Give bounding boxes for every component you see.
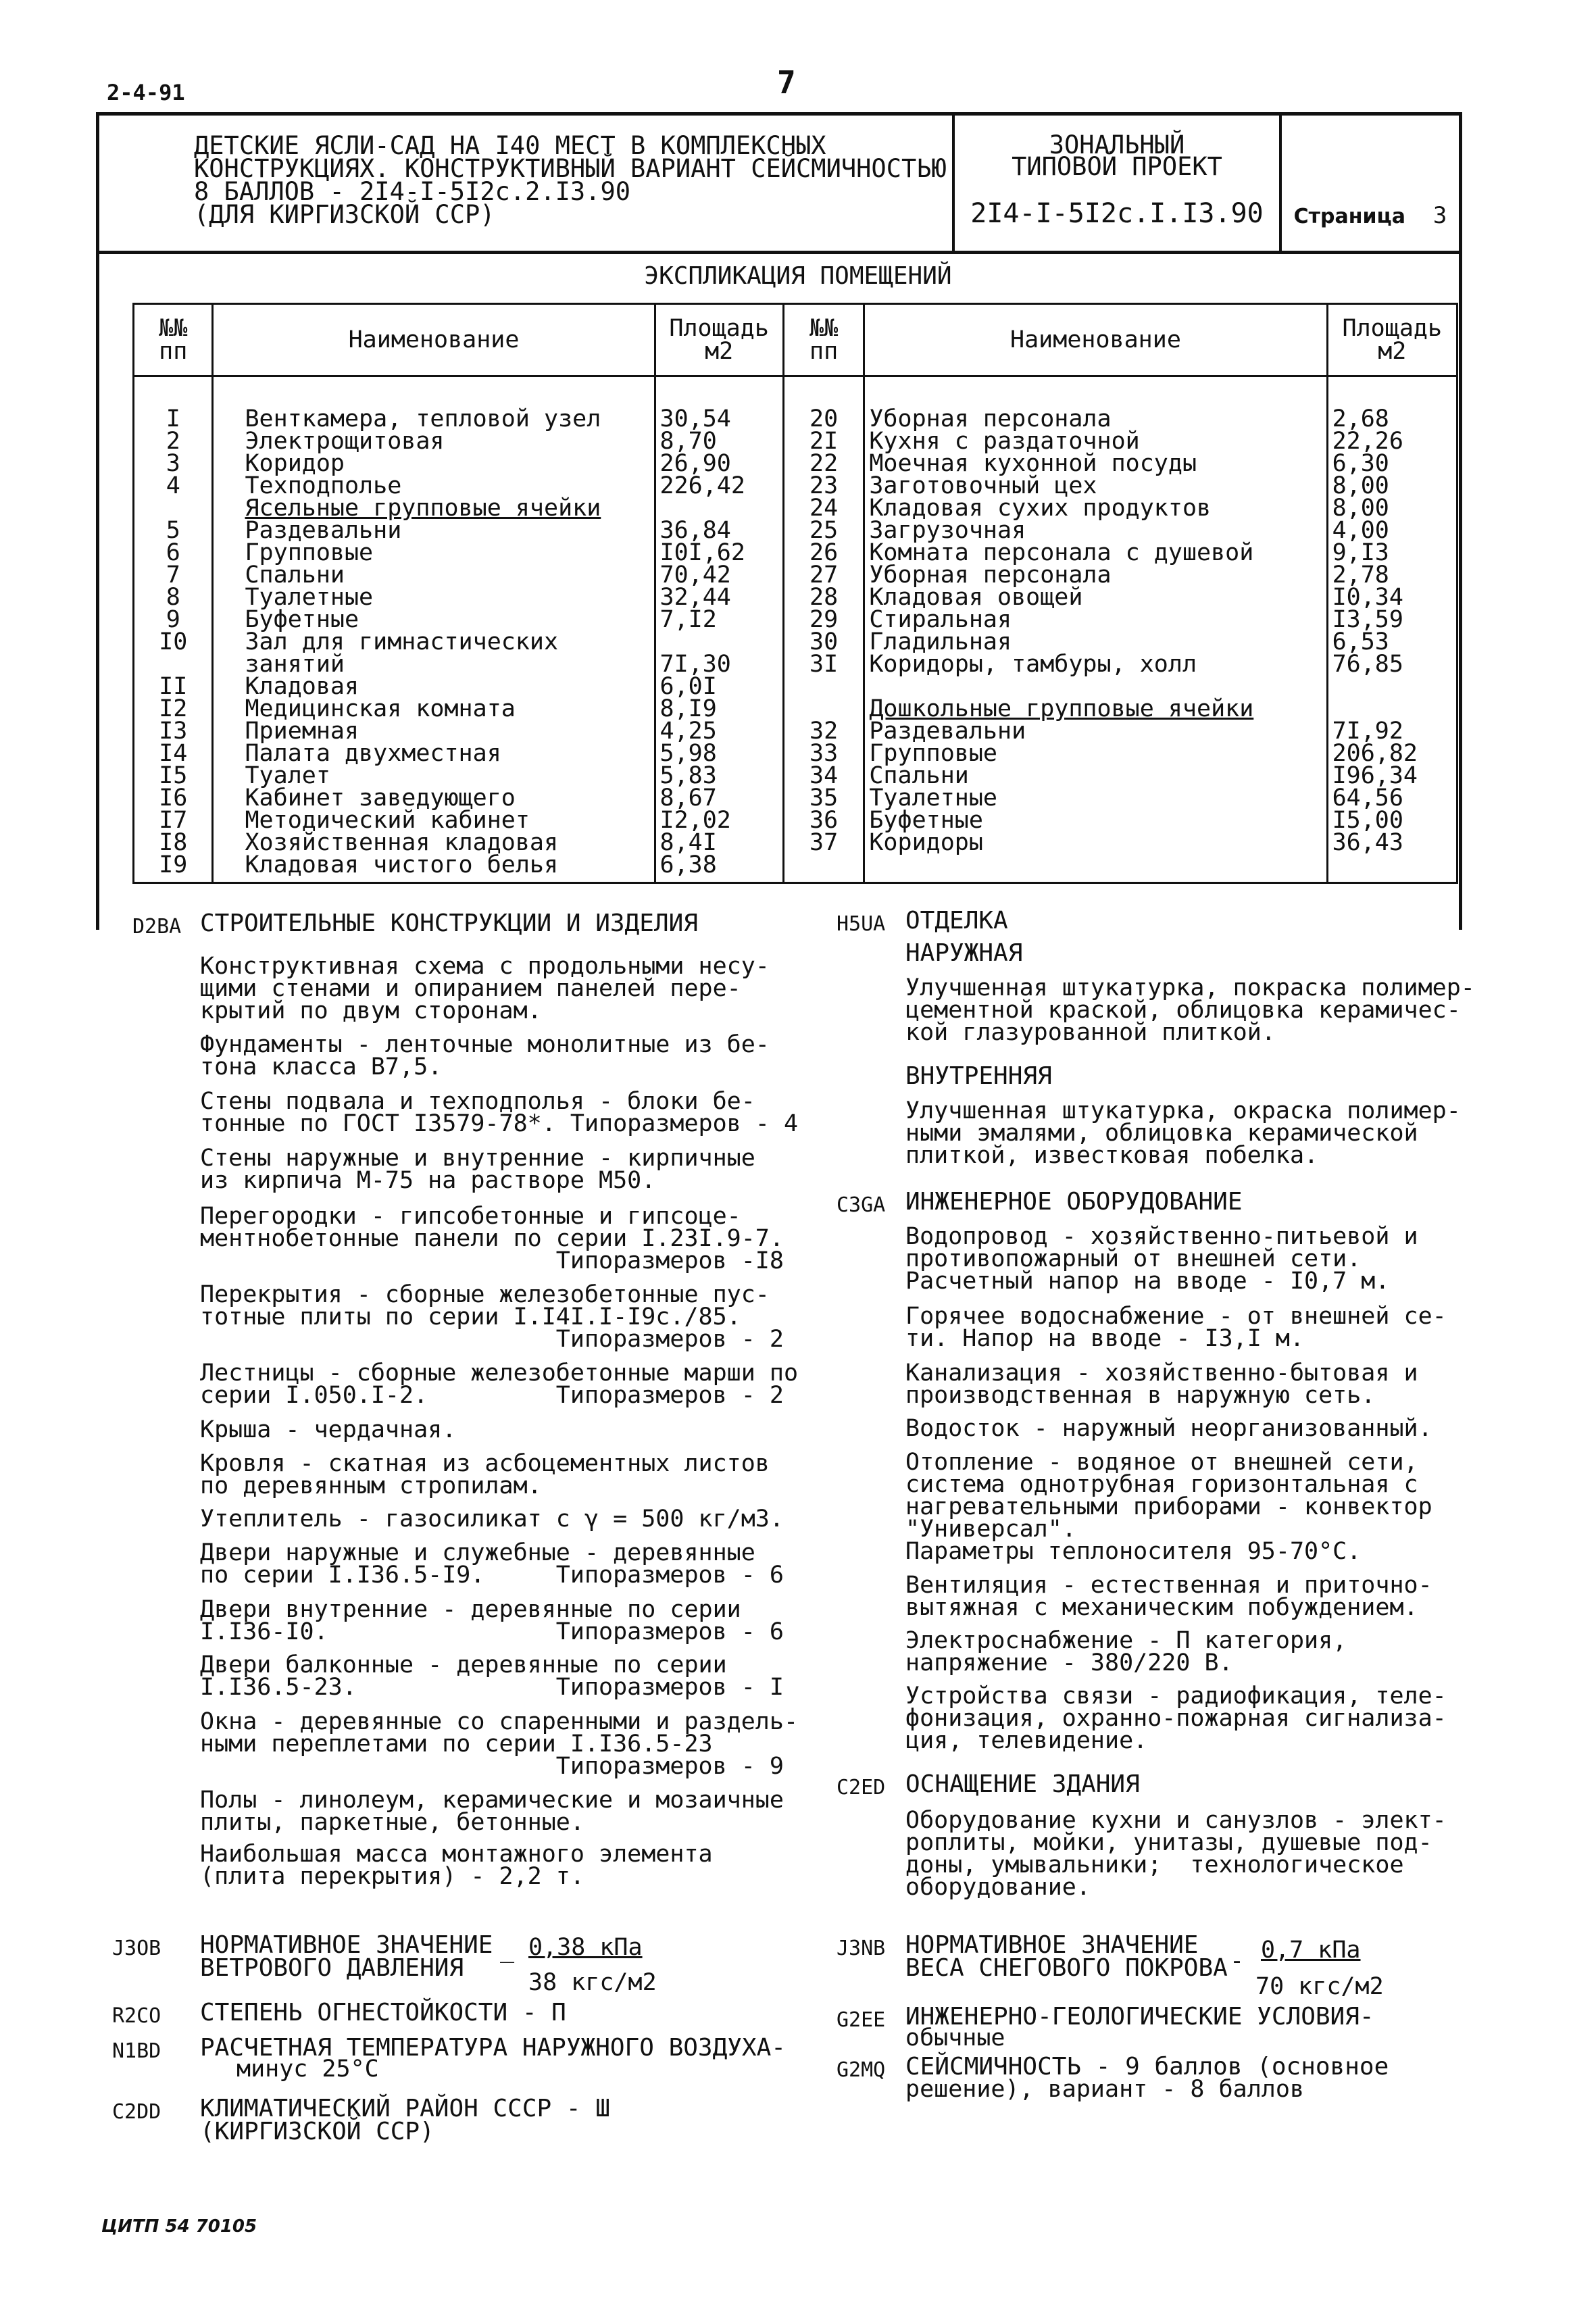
finishing-title: ОТДЕЛКА	[905, 907, 1008, 935]
table-cell: 3	[134, 453, 213, 475]
param-code: J3OB	[112, 1937, 161, 1960]
col-name-header: Наименование	[213, 304, 655, 376]
table-cell: 36	[783, 810, 864, 832]
table-cell: 2I	[783, 430, 864, 453]
table-cell: занятий	[213, 653, 655, 676]
param-code: G2MQ	[837, 2058, 886, 2082]
table-cell: 32	[783, 720, 864, 743]
table-cell: 7,I2	[655, 609, 783, 631]
constructions-paragraph: Фундаменты - ленточные монолитные из бе- тона класса В7,5.	[200, 1031, 770, 1080]
table-cell: I0	[134, 631, 213, 653]
table-cell: I3	[134, 720, 213, 743]
table-cell: 6,0I	[655, 676, 783, 698]
table-cell: I8	[134, 832, 213, 854]
wind-value-kpa: 0,38 кПа	[528, 1934, 643, 1961]
table-cell	[1327, 854, 1457, 883]
table-cell: Техподполье	[213, 475, 655, 497]
engineering-paragraph: Вентиляция - естественная и приточно- вытяжная с механическим побуждением.	[905, 1572, 1432, 1621]
seismic-line: решение), вариант - 8 баллов	[905, 2076, 1305, 2103]
table-cell: 25	[783, 520, 864, 542]
constructions-paragraph: Утеплитель - газосиликат с γ = 500 кг/м3.	[200, 1505, 784, 1533]
title-line: ДЕТСКИЕ ЯСЛИ-САД НА I40 МЕСТ В КОМПЛЕКСНЫХ	[194, 131, 826, 160]
table-cell: 8,00	[1327, 475, 1457, 497]
geology-value: обычные	[905, 2024, 1005, 2051]
temp-value: минус 25°С	[236, 2056, 379, 2083]
constructions-paragraph: Крыша - чердачная.	[200, 1416, 457, 1443]
table-cell: Кладовая сухих продуктов	[864, 497, 1327, 520]
table-cell: 8	[134, 587, 213, 609]
param-code: N1BD	[112, 2039, 161, 2063]
table-cell: Зал для гимнастических	[213, 631, 655, 653]
table-cell: I6	[134, 787, 213, 810]
table-cell: 5,83	[655, 765, 783, 787]
table-cell: 28	[783, 587, 864, 609]
project-code: 2I4-I-5I2с.I.I3.90	[970, 198, 1264, 229]
constructions-paragraph: Перекрытия - сборные железобетонные пус- тотные плиты по серии I.I4I.I-I9с./85. Типоразмеров - 2	[200, 1281, 784, 1353]
table-cell: Медицинская комната	[213, 698, 655, 720]
table-cell: Загрузочная	[864, 520, 1327, 542]
table-cell: 29	[783, 609, 864, 631]
temp-line: РАСЧЕТНАЯ ТЕМПЕРАТУРА НАРУЖНОГО ВОЗДУХА-	[200, 2034, 786, 2062]
section-code: C3GA	[837, 1193, 886, 1217]
col-name-header: Наименование	[864, 304, 1327, 376]
table-cell: Спальни	[213, 564, 655, 587]
table-cell: 27	[783, 564, 864, 587]
table-cell: I0I,62	[655, 542, 783, 564]
geology-line: ИНЖЕНЕРНО-ГЕОЛОГИЧЕСКИЕ УСЛОВИЯ-	[905, 2003, 1374, 2031]
wind-line: НОРМАТИВНОЕ ЗНАЧЕНИЕ	[200, 1931, 493, 1959]
table-cell: Комната персонала с душевой	[864, 542, 1327, 564]
constructions-paragraph: Наибольшая масса монтажного элемента (плита перекрытия) - 2,2 т.	[200, 1841, 713, 1890]
explication-body	[134, 376, 1457, 883]
table-cell: Спальни	[864, 765, 1327, 787]
param-code: R2CO	[112, 2004, 161, 2028]
param-code: C2DD	[112, 2100, 161, 2124]
table-cell: Туалет	[213, 765, 655, 787]
col-num-header: №№ пп	[783, 304, 864, 376]
table-cell: 35	[783, 787, 864, 810]
table-cell: I5,00	[1327, 810, 1457, 832]
table-cell	[864, 854, 1327, 883]
table-cell: 7	[134, 564, 213, 587]
table-cell: 70,42	[655, 564, 783, 587]
section-code: C2ED	[837, 1776, 886, 1799]
project-type-line: ЗОНАЛЬНЫЙ	[1049, 130, 1185, 159]
table-cell: 206,82	[1327, 743, 1457, 765]
table-cell: I2,02	[655, 810, 783, 832]
table-cell: Кабинет заведующего	[213, 787, 655, 810]
constructions-paragraph: Окна - деревянные со спаренными и раздель- ными переплетами по серии I.I36.5-23 Типоразмеров - 9	[200, 1708, 799, 1780]
title-line: 8 БАЛЛОВ - 2I4-I-5I2с.2.I3.90	[194, 177, 631, 206]
table-cell: 9	[134, 609, 213, 631]
table-cell: 6,30	[1327, 453, 1457, 475]
table-cell: 6	[134, 542, 213, 564]
table-cell: I5	[134, 765, 213, 787]
explication-title: ЭКСПЛИКАЦИЯ ПОМЕЩЕНИЙ	[644, 262, 952, 290]
table-cell	[783, 676, 864, 698]
table-cell: I0,34	[1327, 587, 1457, 609]
table-cell: 76,85	[1327, 653, 1457, 676]
table-cell: 2	[134, 430, 213, 453]
page-value: 3	[1432, 202, 1447, 229]
table-cell: 8,I9	[655, 698, 783, 720]
table-cell: Дошкольные групповые ячейки	[864, 698, 1327, 720]
table-cell: Венткамера, тепловой узел	[213, 376, 655, 431]
table-cell: Раздевальни	[213, 520, 655, 542]
table-cell: Хозяйственная кладовая	[213, 832, 655, 854]
table-cell: Методический кабинет	[213, 810, 655, 832]
table-cell	[1327, 676, 1457, 698]
table-cell: Приемная	[213, 720, 655, 743]
table-cell: Палата двухместная	[213, 743, 655, 765]
engineering-paragraph: Водопровод - хозяйственно-питьевой и противопожарный от внешней сети. Расчетный напор на вводе - I0,7 м.	[905, 1223, 1418, 1295]
wind-value-kgs: 38 кгс/м2	[528, 1969, 657, 1996]
table-cell: 36,84	[655, 520, 783, 542]
table-cell: 64,56	[1327, 787, 1457, 810]
table-cell: I7	[134, 810, 213, 832]
table-cell: Электрощитовая	[213, 430, 655, 453]
climate-line: (КИРГИЗСКОЙ ССР)	[200, 2118, 434, 2145]
table-cell: Буфетные	[213, 609, 655, 631]
table-cell: 8,70	[655, 430, 783, 453]
col-num-header: №№ пп	[134, 304, 213, 376]
table-cell: 33	[783, 743, 864, 765]
param-code: G2EE	[837, 2008, 886, 2032]
engineering-title: ИНЖЕНЕРНОЕ ОБОРУДОВАНИЕ	[905, 1188, 1243, 1216]
table-cell: 2,68	[1327, 376, 1457, 431]
table-cell: 22	[783, 453, 864, 475]
table-cell: 5	[134, 520, 213, 542]
constructions-paragraph: Конструктивная схема с продольными несу- щими стенами и опиранием панелей пере- крытий по двум сторонам.	[200, 953, 770, 1024]
table-row	[134, 743, 1457, 765]
section-code: D2BA	[132, 915, 182, 939]
explication-table	[132, 303, 1458, 884]
engineering-paragraph: Водосток - наружный неорганизованный.	[905, 1415, 1432, 1442]
constructions-paragraph: Двери балконные - деревянные по серии I.I36.5-23. Типоразмеров - I	[200, 1651, 784, 1701]
snow-line: ВЕСА СНЕГОВОГО ПОКРОВА	[905, 1954, 1228, 1982]
project-type-cell	[955, 116, 1282, 251]
project-type-line: ТИПОВОЙ ПРОЕКТ	[1012, 152, 1222, 181]
table-cell: II	[134, 676, 213, 698]
table-cell: 7I,92	[1327, 720, 1457, 743]
finishing-inner-title: ВНУТРЕННЯЯ	[905, 1062, 1052, 1090]
title-cell	[99, 116, 955, 251]
finishing-outer-text: Улучшенная штукатурка, покраска полимер- цементной краской, облицовка керамичес- кой глазурованной плиткой.	[905, 974, 1475, 1046]
table-cell: Раздевальни	[864, 720, 1327, 743]
table-cell: Туалетные	[213, 587, 655, 609]
table-row	[134, 376, 1457, 431]
title-block	[96, 112, 1462, 254]
table-cell: Заготовочный цех	[864, 475, 1327, 497]
engineering-paragraph: Устройства связи - радиофикация, теле- фонизация, охранно-пожарная сигнализа- ция, телевидение.	[905, 1683, 1447, 1754]
table-cell: Буфетные	[864, 810, 1327, 832]
table-cell: Уборная персонала	[864, 564, 1327, 587]
table-cell: I3,59	[1327, 609, 1457, 631]
page-label: Страница	[1293, 205, 1405, 228]
table-cell: 4,25	[655, 720, 783, 743]
table-cell: Кладовая	[213, 676, 655, 698]
table-cell: 9,I3	[1327, 542, 1457, 564]
table-cell: 5,98	[655, 743, 783, 765]
table-cell: 3I	[783, 653, 864, 676]
table-cell: 8,00	[1327, 497, 1457, 520]
table-cell: I4	[134, 743, 213, 765]
table-cell: I96,34	[1327, 765, 1457, 787]
climate-line: КЛИМАТИЧЕСКИЙ РАЙОН СССР - Ш	[200, 2095, 610, 2122]
footer-code: ЦИТП 54 70105	[101, 2216, 257, 2237]
constructions-paragraph: Двери внутренние - деревянные по серии I.I36-I0. Типоразмеров - 6	[200, 1596, 784, 1645]
table-cell: Ясельные групповые ячейки	[213, 497, 655, 520]
table-cell: 26,90	[655, 453, 783, 475]
table-cell: Коридор	[213, 453, 655, 475]
fire-rating: СТЕПЕНЬ ОГНЕСТОЙКОСТИ - П	[200, 1999, 566, 2026]
table-cell: 20	[783, 376, 864, 431]
engineering-paragraph: Горячее водоснабжение - от внешней се- ти. Напор на вводе - I3,I м.	[905, 1303, 1447, 1352]
table-cell: 4,00	[1327, 520, 1457, 542]
constructions-paragraph: Стены наружные и внутренние - кирпичные из кирпича М-75 на растворе М50.	[200, 1145, 755, 1194]
table-cell: I9	[134, 854, 213, 883]
table-cell: Кладовая чистого белья	[213, 854, 655, 883]
snow-line: НОРМАТИВНОЕ ЗНАЧЕНИЕ	[905, 1931, 1199, 1959]
wind-line: ВЕТРОВОГО ДАВЛЕНИЯ	[200, 1954, 464, 1982]
seismic-line: СЕЙСМИЧНОСТЬ - 9 баллов (основное	[905, 2053, 1389, 2081]
table-cell: 26	[783, 542, 864, 564]
col-area-header: Площадь м2	[1327, 304, 1457, 376]
table-cell: 24	[783, 497, 864, 520]
constructions-paragraph: Стены подвала и техподполья - блоки бе- тонные по ГОСТ I3579-78*. Типоразмеров - 4	[200, 1088, 799, 1137]
table-cell: 6,53	[1327, 631, 1457, 653]
snow-value-kgs: 70 кгс/м2	[1255, 1973, 1384, 2000]
table-cell: 7I,30	[655, 653, 783, 676]
table-cell: Кухня с раздаточной	[864, 430, 1327, 453]
table-cell	[783, 854, 864, 883]
page-cell	[1282, 116, 1459, 251]
table-cell: 37	[783, 832, 864, 854]
table-cell: 34	[783, 765, 864, 787]
table-cell: Групповые	[213, 542, 655, 564]
constructions-paragraph: Полы - линолеум, керамические и мозаичные плиты, паркетные, бетонные.	[200, 1787, 784, 1836]
table-cell: 8,4I	[655, 832, 783, 854]
col-area-header: Площадь м2	[655, 304, 783, 376]
constructions-paragraph: Перегородки - гипсобетонные и гипсоце- ментнобетонные панели по серии I.23I.9-7. Типоразмеров -I8	[200, 1203, 784, 1274]
table-cell: 6,38	[655, 854, 783, 883]
table-cell: Уборная персонала	[864, 376, 1327, 431]
constructions-paragraph: Кровля - скатная из асбоцементных листов по деревянным стропилам.	[200, 1450, 770, 1499]
table-cell: 4	[134, 475, 213, 497]
snow-value-kpa: 0,7 кПа	[1261, 1937, 1361, 1964]
equipment-title: ОСНАЩЕНИЕ ЗДАНИЯ	[905, 1770, 1140, 1798]
finishing-outer-title: НАРУЖНАЯ	[905, 939, 1023, 967]
engineering-paragraph: Отопление - водяное от внешней сети, система однотрубная горизонтальная с нагревательными приборами - конвектор "Универсал". Параметры теплоносителя 95-70°С.	[905, 1449, 1432, 1565]
table-cell: Групповые	[864, 743, 1327, 765]
engineering-paragraph: Электроснабжение - П категория, напряжение - 380/220 В.	[905, 1627, 1347, 1676]
engineering-paragraph: Канализация - хозяйственно-бытовая и производственная в наружную сеть.	[905, 1360, 1418, 1409]
table-cell: 8,67	[655, 787, 783, 810]
table-cell: Стиральная	[864, 609, 1327, 631]
table-cell: Туалетные	[864, 787, 1327, 810]
table-cell: I	[134, 376, 213, 431]
table-cell: 30,54	[655, 376, 783, 431]
table-cell: Кладовая овощей	[864, 587, 1327, 609]
table-cell: 32,44	[655, 587, 783, 609]
table-cell: 22,26	[1327, 430, 1457, 453]
page-number: 7	[777, 64, 796, 101]
table-cell: I2	[134, 698, 213, 720]
equipment-text: Оборудование кухни и санузлов - элект- роплиты, мойки, унитазы, душевые под- доны, умывальники; технологическое оборудование.	[905, 1807, 1447, 1901]
corner-code: 2-4-91	[107, 80, 185, 105]
table-cell: Коридоры, тамбуры, холл	[864, 653, 1327, 676]
table-cell: 2,78	[1327, 564, 1457, 587]
section-code: H5UA	[837, 912, 886, 936]
constructions-paragraph: Двери наружные и служебные - деревянные по серии I.I36.5-I9. Типоразмеров - 6	[200, 1539, 784, 1589]
title-line: КОНСТРУКЦИЯХ. КОНСТРУКТИВНЫЙ ВАРИАНТ СЕЙСМИЧНОСТЬЮ	[194, 154, 947, 183]
table-cell: 36,43	[1327, 832, 1457, 854]
title-line: (ДЛЯ КИРГИЗСКОЙ ССР)	[194, 200, 495, 229]
param-code: J3NB	[837, 1937, 886, 1960]
table-cell: 23	[783, 475, 864, 497]
finishing-inner-text: Улучшенная штукатурка, окраска полимер- ными эмалями, облицовка керамической плиткой, известковая побелка.	[905, 1097, 1461, 1169]
table-cell: Коридоры	[864, 832, 1327, 854]
table-cell: 30	[783, 631, 864, 653]
table-cell: Моечная кухонной посуды	[864, 453, 1327, 475]
constructions-title: СТРОИТЕЛЬНЫЕ КОНСТРУКЦИИ И ИЗДЕЛИЯ	[200, 910, 698, 937]
table-row	[134, 854, 1457, 883]
table-cell: Гладильная	[864, 631, 1327, 653]
constructions-paragraph: Лестницы - сборные железобетонные марши по серии I.050.I-2. Типоразмеров - 2	[200, 1360, 799, 1409]
table-cell: 226,42	[655, 475, 783, 497]
